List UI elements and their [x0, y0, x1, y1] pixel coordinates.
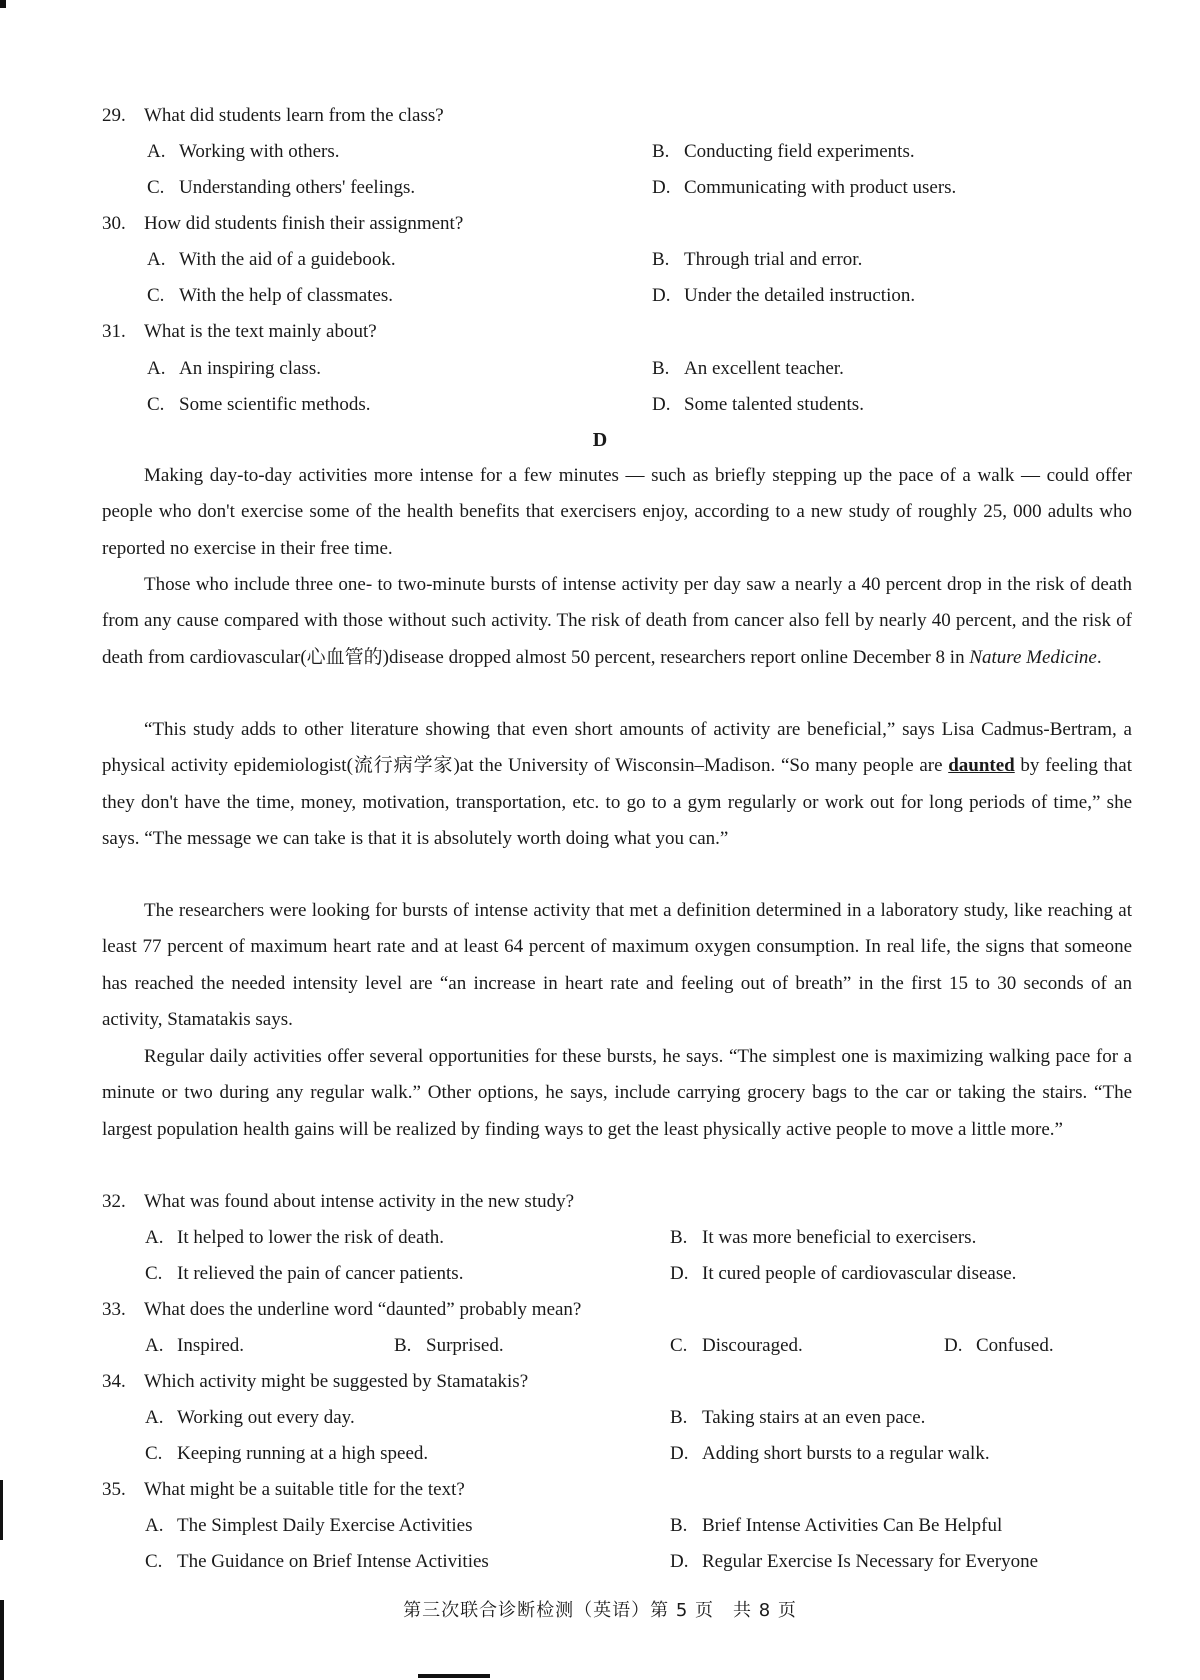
option-31-c[interactable]: C. Some scientific methods. [147, 394, 371, 415]
scan-edge-mark [0, 1480, 3, 1540]
question-number: 31. [102, 321, 126, 342]
question-number: 32. [102, 1191, 126, 1212]
option-32-b[interactable]: B. It was more beneficial to exercisers. [670, 1227, 977, 1248]
question-30 [102, 211, 463, 237]
question-stem: What does the underline word “daunted” probably mean? [144, 1299, 582, 1320]
option-32-a[interactable]: A. It helped to lower the risk of death. [145, 1227, 444, 1248]
option-33-a[interactable]: A. Inspired. [145, 1335, 245, 1356]
question-31 [102, 319, 377, 345]
option-29-c[interactable]: C. Understanding others' feelings. [147, 177, 416, 198]
option-34-a[interactable]: A. Working out every day. [145, 1407, 355, 1428]
question-stem: How did students finish their assignment? [144, 213, 464, 234]
option-30-b[interactable]: B. Through trial and error. [652, 249, 863, 270]
option-29-a[interactable]: A. Working with others. [147, 141, 340, 162]
paragraph-text: . [1096, 646, 1102, 668]
option-35-b[interactable]: B. Brief Intense Activities Can Be Helpful [670, 1515, 1003, 1536]
question-number: 30. [102, 213, 126, 234]
option-35-a[interactable]: A. The Simplest Daily Exercise Activities [145, 1515, 473, 1536]
paragraph-text: by feeling that they don't have the time, money, motivation, transportation, etc. to go to a gym regularly or work out for long periods of time,” she says. “The message we can take is that it is absolutely worth doing what you can.” [102, 755, 1132, 850]
page-footer: 第三次联合诊断检测（英语）第 5 页 共 8 页 [403, 1600, 797, 1621]
scan-edge-mark [0, 0, 6, 8]
question-number: 35. [102, 1479, 126, 1500]
option-34-c[interactable]: C. Keeping running at a high speed. [145, 1443, 429, 1464]
option-33-c[interactable]: C. Discouraged. [670, 1335, 803, 1356]
underlined-word: daunted [948, 755, 1015, 777]
question-29 [102, 103, 444, 129]
option-30-a[interactable]: A. With the aid of a guidebook. [147, 249, 396, 270]
option-34-b[interactable]: B. Taking stairs at an even pace. [670, 1407, 926, 1428]
passage-paragraph-3 [102, 712, 1132, 858]
option-29-b[interactable]: B. Conducting field experiments. [652, 141, 915, 162]
passage-paragraph-2 [102, 567, 1132, 676]
option-33-d[interactable]: D. Confused. [944, 1335, 1054, 1356]
option-30-c[interactable]: C. With the help of classmates. [147, 285, 393, 306]
question-35 [102, 1477, 465, 1503]
option-33-b[interactable]: B. Surprised. [394, 1335, 504, 1356]
option-32-c[interactable]: C. It relieved the pain of cancer patients. [145, 1263, 464, 1284]
question-stem: Which activity might be suggested by Stamatakis? [144, 1371, 529, 1392]
option-29-d[interactable]: D. Communicating with product users. [652, 177, 957, 198]
option-32-d[interactable]: D. It cured people of cardiovascular disease. [670, 1263, 1017, 1284]
scan-bottom-mark [418, 1674, 490, 1678]
question-number: 29. [102, 105, 126, 126]
question-stem: What was found about intense activity in the new study? [144, 1191, 575, 1212]
question-34 [102, 1369, 528, 1395]
question-33 [102, 1297, 581, 1323]
paragraph-text: Those who include three one- to two-minute bursts of intense activity per day saw a nearly a 40 percent drop in the risk of death from any cause compared with those without such activity. The risk of death from cancer also fell by nearly 40 percent, and the risk of death from cardiovascular(心血管的)disease dropped almost 50 percent, researchers report online December 8 in [102, 574, 1132, 668]
option-31-b[interactable]: B. An excellent teacher. [652, 358, 844, 379]
option-30-d[interactable]: D. Under the detailed instruction. [652, 285, 916, 306]
journal-name: Nature Medicine [969, 646, 1097, 668]
option-34-d[interactable]: D. Adding short bursts to a regular walk. [670, 1443, 990, 1464]
option-35-d[interactable]: D. Regular Exercise Is Necessary for Everyone [670, 1551, 1039, 1572]
option-31-d[interactable]: D. Some talented students. [652, 394, 864, 415]
paragraph-text: “This study adds to other literature showing that even short amounts of activity are beneficial,” says Lisa Cadmus-Bertram, a physical activity epidemiologist(流行病学家)at the University of Wisconsin–Madison. “So many people are [102, 719, 1132, 777]
question-stem: What did students learn from the class? [144, 105, 444, 126]
passage-paragraph-5: Regular daily activities offer several opportunities for these bursts, he says. “The simplest one is maximizing walking pace for a minute or two during any regular walk.” Other options, he says, include carrying grocery bags to the car or taking the stairs. “The largest population health gains will be realized by finding ways to get the least physically active people to move a little more.” [102, 1046, 1132, 1140]
option-35-c[interactable]: C. The Guidance on Brief Intense Activities [145, 1551, 489, 1572]
question-number: 34. [102, 1371, 126, 1392]
question-number: 33. [102, 1299, 126, 1320]
passage-paragraph-4: The researchers were looking for bursts of intense activity that met a definition determined in a laboratory study, like reaching at least 77 percent of maximum heart rate and at least 64 percent of maximum oxygen consumption. In real life, the signs that someone has reached the needed intensity level are “an increase in heart rate and feeling out of breath” in the first 15 to 30 seconds of an activity, Stamatakis says. [102, 900, 1132, 1031]
question-stem: What might be a suitable title for the text? [144, 1479, 465, 1500]
question-32 [102, 1189, 574, 1215]
section-heading: D [592, 429, 608, 451]
passage-paragraph-1: Making day-to-day activities more intense for a few minutes — such as briefly stepping up the pace of a walk — could offer people who don't exercise some of the health benefits that exercisers enjoy, according to a new study of roughly 25, 000 adults who reported no exercise in their free time. [102, 465, 1132, 559]
option-31-a[interactable]: A. An inspiring class. [147, 358, 321, 379]
question-stem: What is the text mainly about? [144, 321, 377, 342]
